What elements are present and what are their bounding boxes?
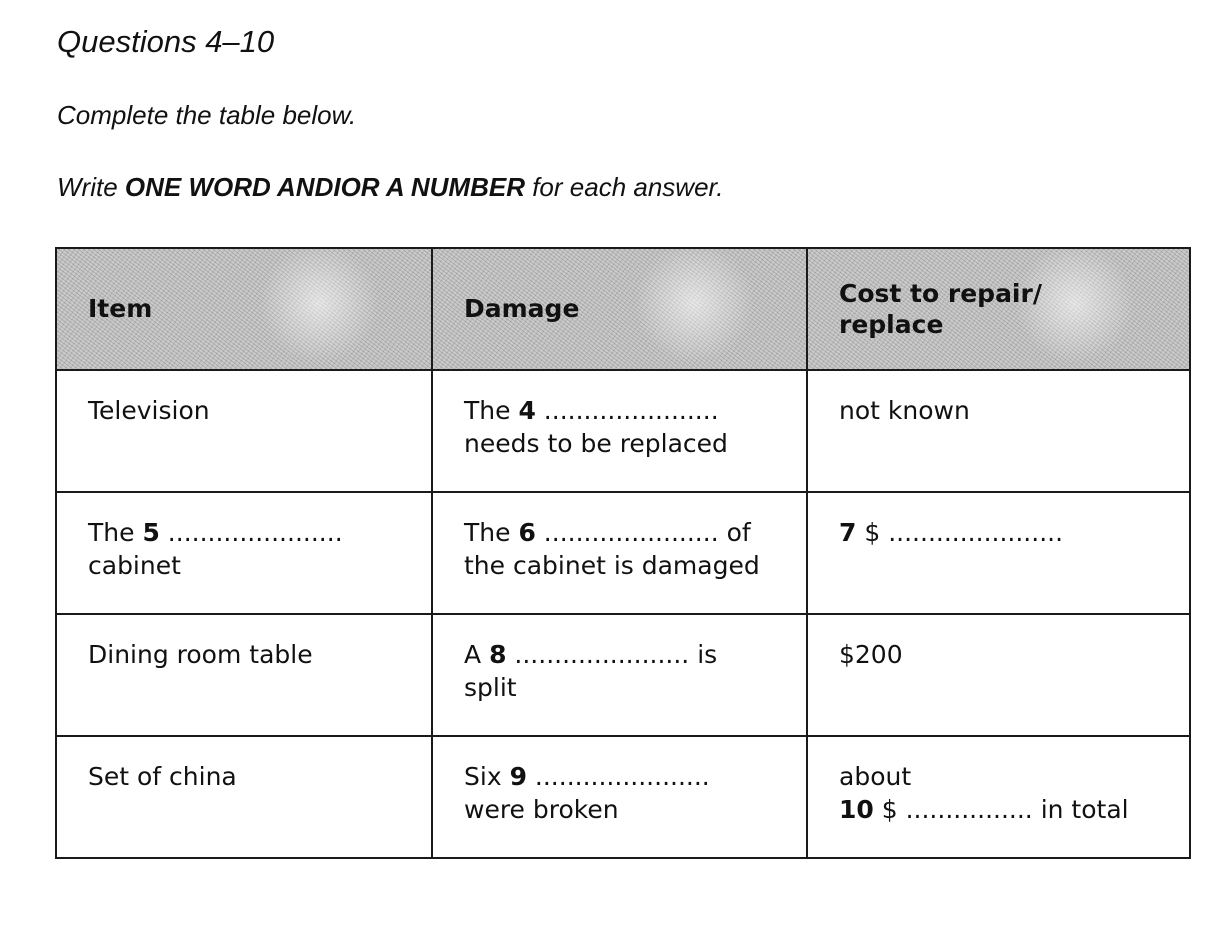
item-cell bbox=[56, 736, 432, 858]
answer-blank-8: ...................... is bbox=[506, 640, 718, 669]
cost-line-2 bbox=[839, 794, 1175, 827]
item-line-1 bbox=[88, 517, 417, 550]
damage-line-1 bbox=[464, 395, 792, 428]
cost-cell bbox=[807, 614, 1190, 736]
damage-line-1 bbox=[464, 761, 792, 794]
item-text: Dining room table bbox=[88, 640, 313, 669]
question-number-7: 7 bbox=[839, 518, 857, 547]
item-cell bbox=[56, 614, 432, 736]
table-row bbox=[56, 370, 1190, 492]
item-text: Set of china bbox=[88, 762, 237, 791]
damage-text-pre: Six bbox=[464, 762, 510, 791]
item-line-2: cabinet bbox=[88, 550, 181, 580]
instruction-word-limit-post: for each answer. bbox=[524, 172, 724, 202]
item-cell bbox=[56, 492, 432, 614]
instruction-complete-table: Complete the table below. bbox=[57, 100, 357, 130]
damage-line-2: split bbox=[464, 672, 517, 702]
question-number-8: 8 bbox=[489, 640, 507, 669]
question-number-4: 4 bbox=[518, 396, 536, 425]
question-number-10: 10 bbox=[839, 794, 874, 824]
damage-line-2: the cabinet is damaged bbox=[464, 550, 760, 580]
item-cell bbox=[56, 370, 432, 492]
cost-cell bbox=[807, 736, 1190, 858]
table-row bbox=[56, 492, 1190, 614]
column-header-item: Item bbox=[56, 248, 432, 370]
damage-text-pre: The bbox=[464, 518, 519, 547]
damage-cell bbox=[432, 614, 807, 736]
instruction-word-limit bbox=[57, 172, 723, 203]
table-row bbox=[56, 736, 1190, 858]
answer-blank-7: $ ...................... bbox=[856, 518, 1064, 547]
questions-title: Questions 4–10 bbox=[57, 24, 275, 59]
cost-cell bbox=[807, 492, 1190, 614]
instruction-word-limit-bold: ONE WORD ANDIOR A NUMBER bbox=[124, 172, 525, 202]
answer-blank-10: $ ................ in total bbox=[873, 794, 1129, 824]
answer-blank-5: ...................... bbox=[159, 518, 343, 547]
damage-line-1 bbox=[464, 639, 792, 672]
damage-line-1 bbox=[464, 517, 792, 550]
column-header-cost bbox=[807, 248, 1190, 370]
answer-table bbox=[55, 247, 1191, 859]
cost-text: $200 bbox=[839, 640, 903, 669]
instruction-word-limit-pre: Write bbox=[57, 172, 125, 202]
cost-text: not known bbox=[839, 396, 970, 425]
question-number-6: 6 bbox=[518, 518, 536, 547]
answer-blank-9: ...................... bbox=[526, 762, 710, 791]
column-header-damage: Damage bbox=[432, 248, 807, 370]
damage-line-2: were broken bbox=[464, 794, 619, 824]
column-header-cost-line1: Cost to repair/ bbox=[839, 278, 1042, 308]
question-number-9: 9 bbox=[509, 762, 527, 791]
column-header-cost-line2: replace bbox=[839, 310, 944, 339]
damage-cell bbox=[432, 370, 807, 492]
question-number-5: 5 bbox=[142, 518, 160, 547]
damage-text-pre: The bbox=[464, 396, 519, 425]
damage-line-2: needs to be replaced bbox=[464, 428, 728, 458]
table-row bbox=[56, 614, 1190, 736]
cost-line-1: about bbox=[839, 762, 912, 791]
cost-cell bbox=[807, 370, 1190, 492]
damage-cell bbox=[432, 492, 807, 614]
answer-blank-6: ...................... of bbox=[535, 518, 751, 547]
damage-cell bbox=[432, 736, 807, 858]
item-text: Television bbox=[88, 396, 210, 425]
damage-text-pre: A bbox=[464, 640, 490, 669]
answer-blank-4: ...................... bbox=[535, 396, 719, 425]
table-header-row bbox=[56, 248, 1190, 370]
cost-line-1 bbox=[839, 517, 1175, 550]
item-text-pre: The bbox=[88, 518, 143, 547]
